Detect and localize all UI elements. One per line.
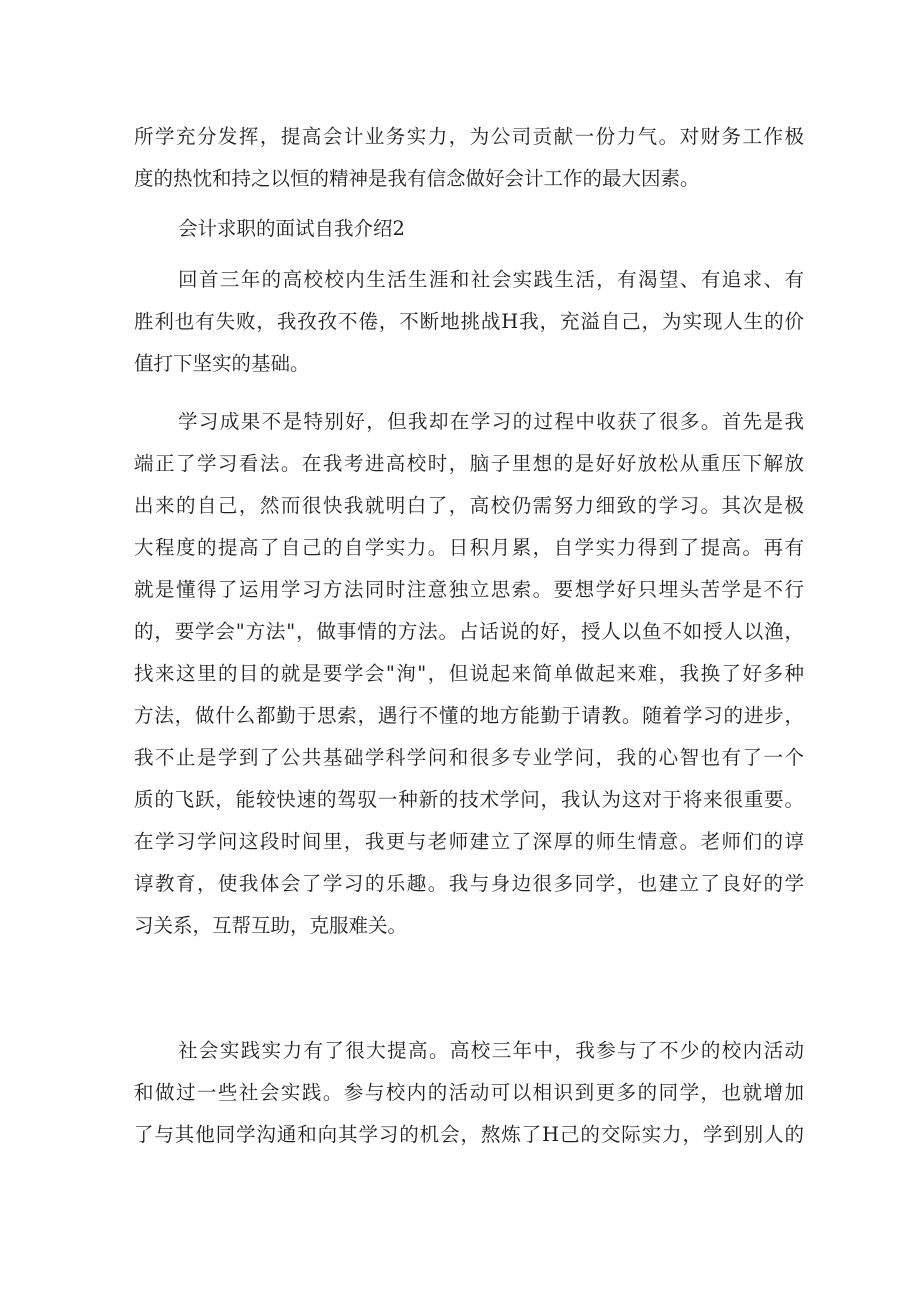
text-line: 出来的自己，然而很快我就明白了，高校仍需努力细致的学习。其次是极: [134, 494, 804, 517]
text-line: 就是懂得了运用学习方法同时注意独立思索。要想学好只埋头苦学是不行: [134, 578, 804, 601]
text-line: 学习成果不是特别好，但我却在学习的过程中收获了很多。首先是我: [178, 410, 804, 433]
paragraph-4: [134, 1030, 804, 1156]
text-line: 和做过一些社会实践。参与校内的活动可以相识到更多的同学，也就增加: [134, 1081, 804, 1104]
paragraph-1: [134, 116, 804, 200]
text-line: 所学充分发挥，提高会计业务实力，为公司贡献一份力气。对财务工作极: [134, 125, 804, 148]
text-line: 大程度的提高了自己的自学实力。日积月累，自学实力得到了提高。再有: [134, 536, 804, 559]
paragraph-3: [134, 401, 804, 947]
text-line: 找来这里的目的就是要学会"洵"，但说起来简单做起来难，我换了好多种: [134, 662, 804, 685]
text-line: 习关系，互帮互助，克服难关。: [134, 914, 408, 937]
text-line: 质的飞跃，能较快速的驾驭一种新的技术学问，我认为这对于将来很重要。: [134, 788, 804, 811]
text-line: 的，要学会"方法"，做事情的方法。占话说的好，授人以鱼不如授人以渔，: [134, 620, 804, 643]
text-line: 在学习学问这段时间里，我更与老师建立了深厚的师生情意。老师们的谆: [134, 830, 804, 853]
text-line: 我不止是学到了公共基础学科学问和很多专业学问，我的心智也有了一个: [134, 746, 804, 769]
heading-text: 会计求职的面试自我介绍2: [178, 217, 405, 240]
paragraph-2: [134, 259, 804, 385]
text-line: 社会实践实力有了很大提高。高校三年中，我参与了不少的校内活动: [178, 1039, 804, 1062]
text-line: 方法，做什么都勤于思索，遇行不懂的地方能勤于请教。随着学习的进步，: [134, 704, 804, 727]
text-line: 谆教育，使我体会了学习的乐趣。我与身边很多同学，也建立了良好的学: [134, 872, 804, 895]
text-line: 度的热忱和持之以恒的精神是我有信念做好会计工作的最大因素。: [134, 167, 700, 190]
text-line: 回首三年的高校校内生活生涯和社会实践生活，有渴望、有追求、有: [178, 268, 804, 291]
text-line: 端正了学习看法。在我考进高校时，脑子里想的是好好放松从重压下解放: [134, 452, 804, 475]
text-line: 值打下坚实的基础。: [134, 352, 310, 375]
text-line: 了与其他同学沟通和向其学习的机会，熬炼了H己的交际实力，学到别人的: [134, 1123, 804, 1146]
text-line: 胜利也有失败，我孜孜不倦，不断地挑战H我，充溢自己，为实现人生的价: [134, 310, 804, 333]
section-heading: [134, 208, 804, 250]
